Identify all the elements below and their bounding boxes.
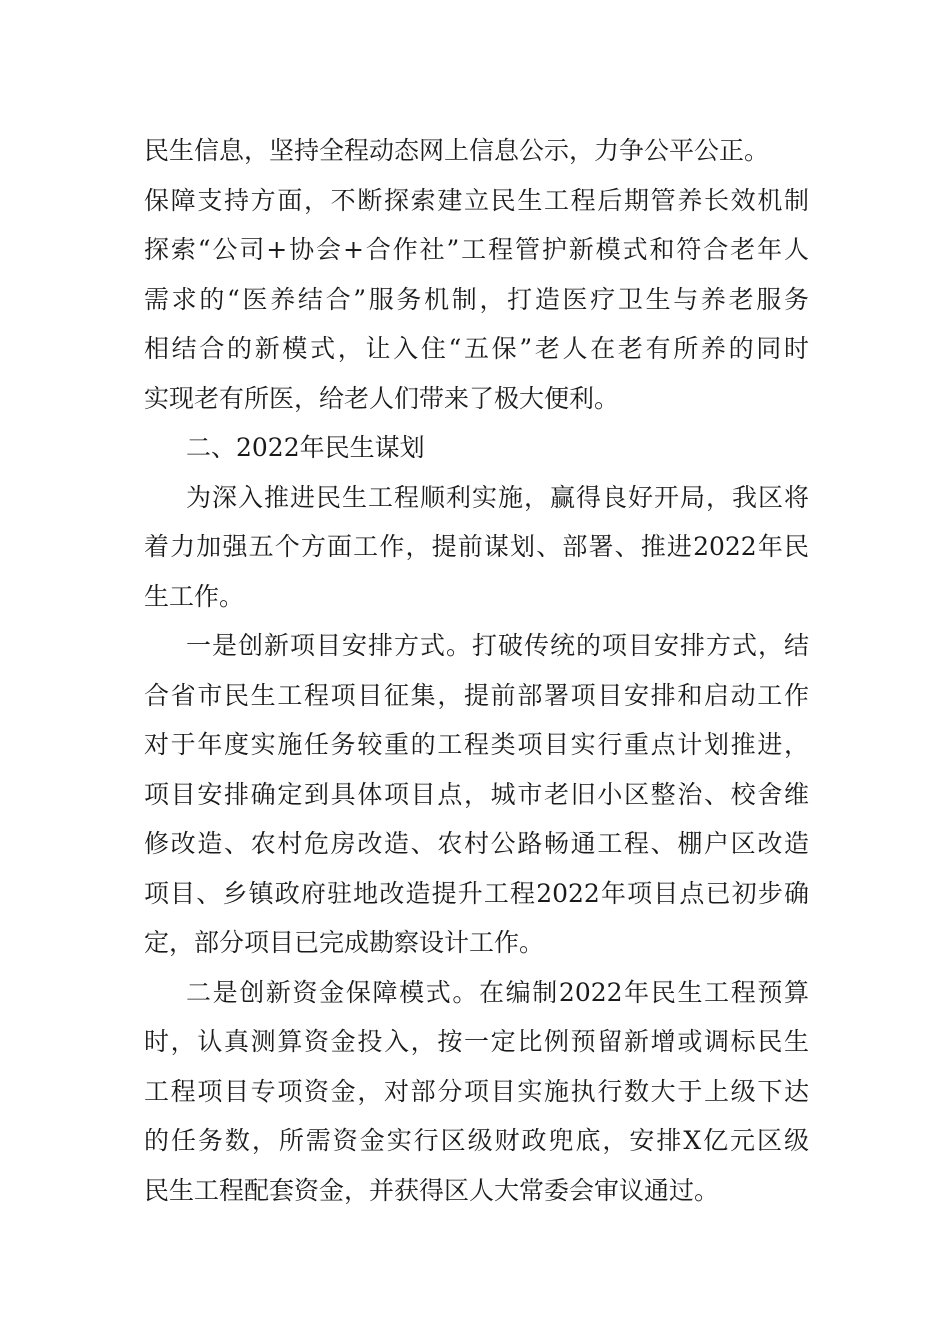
body-text-line: 项目、乡镇政府驻地改造提升工程2022年项目点已初步确 [144, 879, 809, 908]
body-text-line: 相结合的新模式，让入住“五保”老人在老有所养的同时 [144, 334, 809, 363]
body-text-line: 合省市民生工程项目征集，提前部署项目安排和启动工作 [144, 681, 809, 710]
body-text-line: 项目安排确定到具体项目点，城市老旧小区整治、校舍维 [144, 780, 809, 809]
body-text-line: 着力加强五个方面工作，提前谋划、部署、推进2022年民 [144, 532, 809, 561]
body-text-line: 为深入推进民生工程顺利实施，赢得良好开局，我区将 [186, 483, 809, 512]
body-text-line: 需求的“医养结合”服务机制，打造医疗卫生与养老服务 [144, 285, 809, 314]
body-text-line: 二是创新资金保障模式。在编制2022年民生工程预算 [186, 978, 809, 1007]
body-text-line: 修改造、农村危房改造、农村公路畅通工程、棚户区改造 [144, 829, 809, 858]
body-text-line: 保障支持方面，不断探索建立民生工程后期管养长效机制 [144, 186, 809, 215]
body-text-line: 工程项目专项资金，对部分项目实施执行数大于上级下达 [144, 1077, 809, 1106]
body-text-line: 一是创新项目安排方式。打破传统的项目安排方式，结 [186, 631, 809, 660]
body-text-line: 实现老有所医，给老人们带来了极大便利。 [144, 384, 620, 413]
section-heading: 二、2022年民生谋划 [186, 433, 425, 462]
body-text-line: 对于年度实施任务较重的工程类项目实行重点计划推进， [144, 730, 809, 759]
body-text-line: 探索“公司+协会+合作社”工程管护新模式和符合老年人 [144, 235, 809, 264]
body-text-line: 民生信息，坚持全程动态网上信息公示，力争公平公正。 [144, 136, 770, 165]
body-text-line: 的任务数，所需资金实行区级财政兜底，安排X亿元区级 [144, 1126, 809, 1155]
body-text-line: 民生工程配套资金，并获得区人大常委会审议通过。 [144, 1176, 720, 1205]
body-text-line: 定，部分项目已完成勘察设计工作。 [144, 928, 545, 957]
body-text-line: 生工作。 [144, 582, 245, 611]
body-text-line: 时，认真测算资金投入，按一定比例预留新增或调标民生 [144, 1027, 809, 1056]
